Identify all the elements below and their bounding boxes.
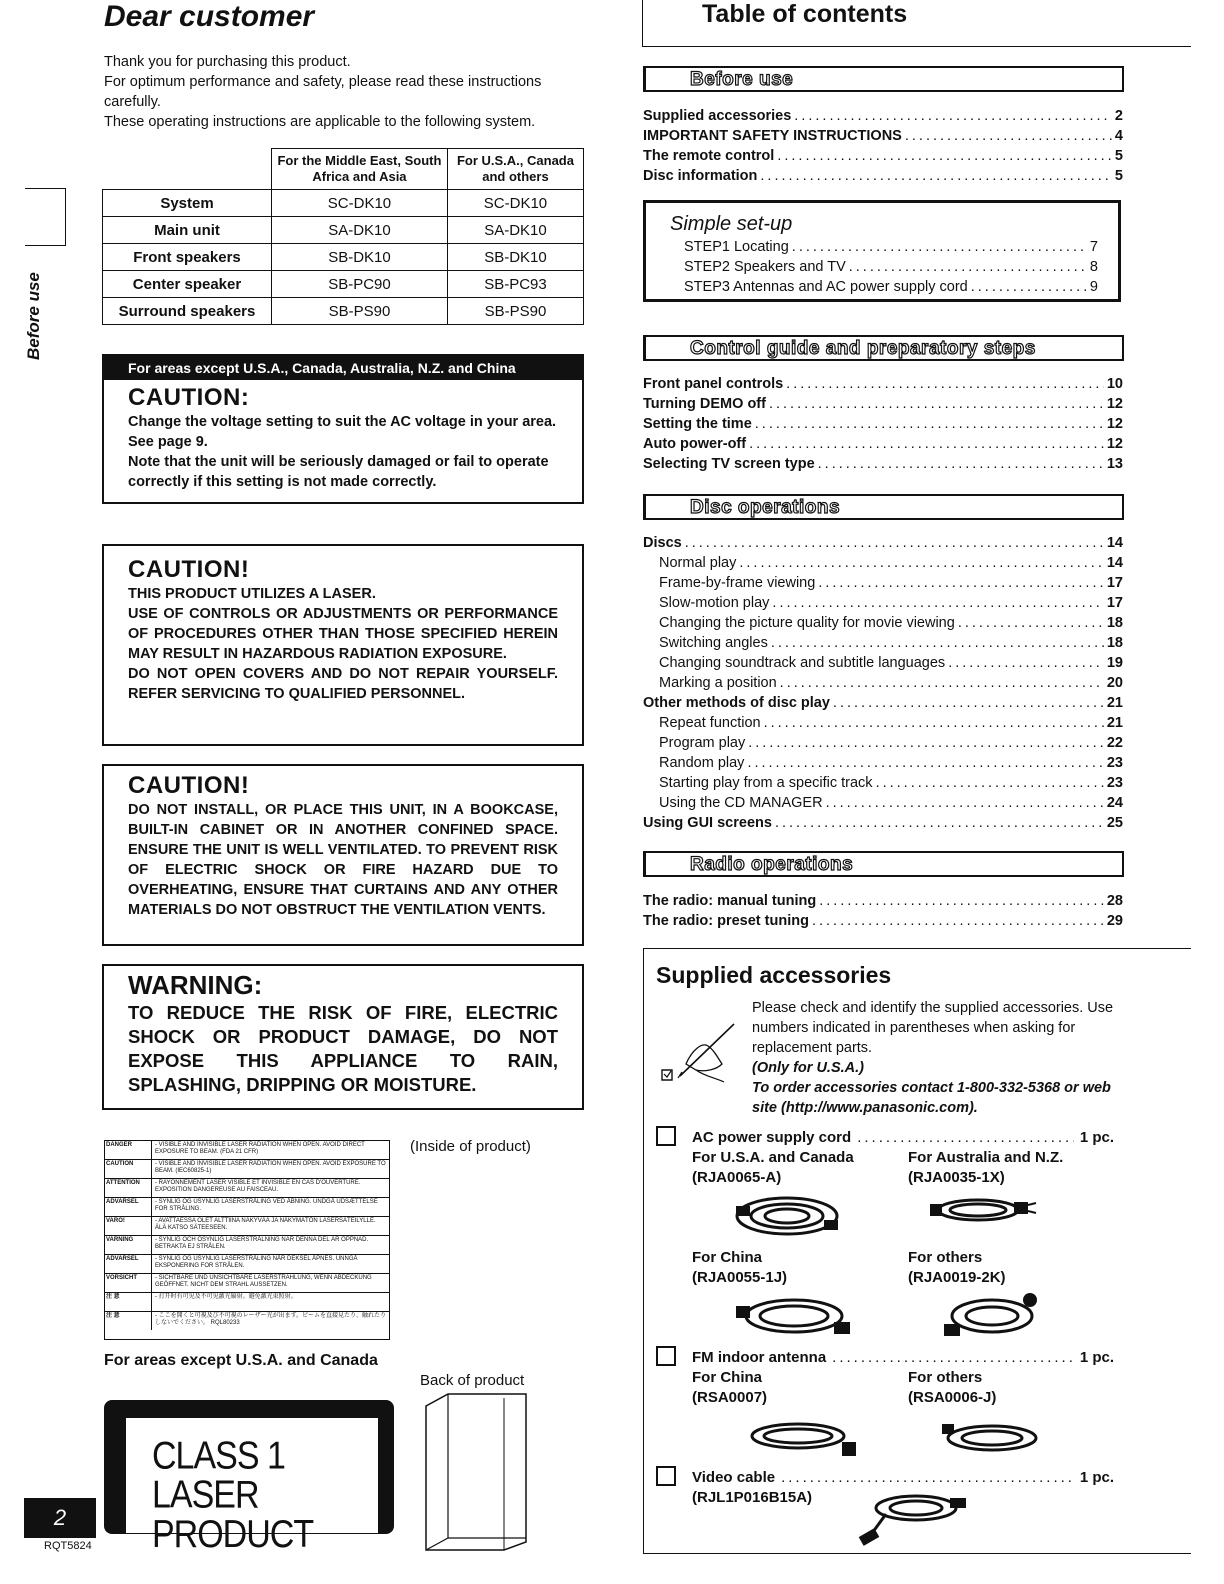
toc-entry-label: Using the CD MANAGER bbox=[659, 795, 823, 811]
document-code: RQT5824 bbox=[44, 1540, 92, 1552]
toc-entry-page: 18 bbox=[1106, 635, 1123, 651]
toc-entry[interactable] bbox=[643, 166, 1123, 186]
label-key: DANGER bbox=[105, 1141, 152, 1159]
toc-entry[interactable] bbox=[643, 753, 1123, 773]
toc-entry-label: Switching angles bbox=[659, 635, 768, 651]
table-header-row bbox=[103, 149, 584, 190]
class1-line: CLASS 1 bbox=[152, 1434, 285, 1478]
label-text: - SICHTBARE UND UNSICHTBARE LASERSTRAHLUNG, WENN ABDECKUNG GEÖFFNET. NICHT DEM STRAHL AUSSETZEN. bbox=[155, 1275, 372, 1288]
table-row bbox=[103, 244, 584, 271]
toc-entry-label: Supplied accessories bbox=[643, 108, 792, 124]
toc-entry-label: Changing the picture quality for movie viewing bbox=[659, 615, 955, 631]
ac-cord-others-image bbox=[940, 1290, 1044, 1342]
accessory-qty: 1 pc. bbox=[1079, 1349, 1114, 1366]
section-title: Control guide and preparatory steps bbox=[690, 338, 1036, 359]
toc-entry-label: IMPORTANT SAFETY INSTRUCTIONS bbox=[643, 128, 902, 144]
cell: SB-PS90 bbox=[447, 298, 583, 325]
label-key: 注 意 bbox=[105, 1312, 152, 1330]
toc-entry[interactable] bbox=[643, 693, 1123, 713]
accessory-name: FM indoor antenna bbox=[692, 1349, 827, 1366]
toc-list-radio-operations bbox=[643, 891, 1123, 931]
toc-list-control-guide bbox=[643, 374, 1123, 474]
cell: SB-DK10 bbox=[272, 244, 448, 271]
label-key: ADVARSEL bbox=[105, 1198, 152, 1216]
toc-entry-label: Discs bbox=[643, 535, 682, 551]
toc-entry-label: STEP1 Locating bbox=[684, 239, 789, 255]
label-key: 注 意 bbox=[105, 1293, 152, 1311]
toc-entry-label: Starting play from a specific track bbox=[659, 775, 873, 791]
toc-entry-label: Repeat function bbox=[659, 715, 761, 731]
toc-entry-page: 14 bbox=[1106, 535, 1123, 551]
toc-entry-page: 24 bbox=[1106, 795, 1123, 811]
variant-region: For others bbox=[908, 1369, 983, 1386]
class1-line: LASER PRODUCT bbox=[152, 1473, 314, 1556]
toc-entry-label: Frame-by-frame viewing bbox=[659, 575, 816, 591]
page-number: 2 bbox=[24, 1498, 96, 1538]
cell: SA-DK10 bbox=[447, 217, 583, 244]
video-cable-image bbox=[856, 1484, 968, 1546]
accessories-intro-text: Please check and identify the supplied accessories. Use numbers indicated in parentheses when asking for replacement parts. bbox=[752, 1000, 1114, 1056]
label-key: VARNING bbox=[105, 1236, 152, 1254]
toc-list-before-use bbox=[643, 106, 1123, 186]
toc-entry[interactable] bbox=[643, 414, 1123, 434]
table-row bbox=[103, 217, 584, 244]
toc-entry[interactable] bbox=[684, 277, 1098, 297]
toc-entry-page: 25 bbox=[1106, 815, 1123, 831]
toc-entry-label: Changing soundtrack and subtitle languages bbox=[659, 655, 946, 671]
label-text: - SYNLIG OG USYNLIG LASERSTRÅLING NÅR DEKSEL ÅPNES. UNNGÅ EKSPONERING FOR STRÅLEN. bbox=[155, 1256, 358, 1269]
table-row bbox=[103, 190, 584, 217]
toc-entry-label: Setting the time bbox=[643, 416, 752, 432]
toc-entry-page: 18 bbox=[1106, 615, 1123, 631]
warning-text: TO REDUCE THE RISK OF FIRE, ELECTRIC SHOCK OR PRODUCT DAMAGE, DO NOT EXPOSE THIS APPLIANCE TO RAIN, SPLASHING, DRIPPING OR MOISTURE. bbox=[128, 1002, 558, 1095]
back-of-product-caption: Back of product bbox=[420, 1372, 525, 1389]
toc-entry-page: 5 bbox=[1114, 148, 1123, 164]
label-text: - 打开时有可见及不可见激光辐射。避免激光束照射。 bbox=[155, 1294, 297, 1300]
toc-entry-label: Disc information bbox=[643, 168, 758, 184]
page-title: Dear customer bbox=[104, 0, 315, 33]
intro-line: Thank you for purchasing this product. bbox=[104, 54, 351, 70]
toc-entry[interactable] bbox=[643, 394, 1123, 414]
toc-entry-page: 8 bbox=[1089, 259, 1098, 275]
toc-entry-label: STEP2 Speakers and TV bbox=[684, 259, 846, 275]
toc-entry-label: Normal play bbox=[659, 555, 737, 571]
accessories-intro bbox=[752, 998, 1132, 1118]
caution-heading: CAUTION: bbox=[128, 384, 250, 411]
variant-region: For Australia and N.Z. bbox=[908, 1149, 1064, 1166]
variant-part: (RJA0065-A) bbox=[692, 1169, 782, 1186]
toc-entry[interactable] bbox=[643, 573, 1123, 593]
toc-entry-page: 20 bbox=[1106, 675, 1123, 691]
accessory-name: Video cable bbox=[692, 1469, 776, 1486]
toc-title: Table of contents bbox=[702, 0, 908, 28]
toc-entry-page: 12 bbox=[1106, 416, 1123, 432]
toc-entry-page: 23 bbox=[1106, 775, 1123, 791]
label-key: CAUTION bbox=[105, 1160, 152, 1178]
toc-entry[interactable] bbox=[643, 533, 1123, 553]
accessories-title: Supplied accessories bbox=[656, 962, 892, 988]
toc-entry-label: Using GUI screens bbox=[643, 815, 772, 831]
toc-entry[interactable] bbox=[643, 434, 1123, 454]
cell: SC-DK10 bbox=[272, 190, 448, 217]
toc-entry-page: 21 bbox=[1106, 715, 1123, 731]
caution-text: USE OF CONTROLS OR ADJUSTMENTS OR PERFORMANCE OF PROCEDURES OTHER THAN THOSE SPECIFIED HEREIN MAY RESULT IN HAZARDOUS RADIATION EXPOSURE. bbox=[128, 606, 558, 662]
accessory-checkbox[interactable] bbox=[656, 1466, 676, 1486]
ac-cord-usa-image bbox=[732, 1190, 842, 1244]
toc-entry-page: 5 bbox=[1114, 168, 1123, 184]
label-text: - SYNLIG OG USYNLIG LASERSTRÅLING VED ÅBNING. UNDGÅ UDSÆTTELSE FOR STRÅLING. bbox=[155, 1199, 378, 1212]
toc-section-disc-operations bbox=[643, 494, 1124, 520]
toc-entry[interactable] bbox=[643, 126, 1123, 146]
class1-caption: For areas except U.S.A. and Canada bbox=[104, 1352, 378, 1369]
cell: SB-PC93 bbox=[447, 271, 583, 298]
toc-entry-label: Selecting TV screen type bbox=[643, 456, 815, 472]
toc-entry-page: 17 bbox=[1106, 595, 1123, 611]
toc-entry[interactable] bbox=[643, 653, 1123, 673]
toc-entry[interactable] bbox=[643, 773, 1123, 793]
accessory-name: AC power supply cord bbox=[692, 1129, 852, 1146]
toc-entry[interactable] bbox=[643, 673, 1123, 693]
toc-entry-label: Auto power-off bbox=[643, 436, 747, 452]
toc-entry-page: 21 bbox=[1106, 695, 1123, 711]
product-back-illustration bbox=[420, 1392, 532, 1552]
toc-entry-label: Marking a position bbox=[659, 675, 777, 691]
label-text: - VISIBLE AND INVISIBLE LASER RADIATION WHEN OPEN. AVOID DIRECT EXPOSURE TO BEAM. (FDA 21 CFR) bbox=[155, 1142, 365, 1155]
toc-entry[interactable] bbox=[643, 613, 1123, 633]
column-header: For U.S.A., Canada and others bbox=[447, 149, 583, 190]
row-label: Main unit bbox=[103, 217, 272, 244]
toc-entry-page: 28 bbox=[1106, 893, 1123, 909]
toc-entry-label: The radio: manual tuning bbox=[643, 893, 817, 909]
toc-entry[interactable] bbox=[643, 911, 1123, 931]
table-row bbox=[103, 271, 584, 298]
toc-entry[interactable] bbox=[643, 454, 1123, 474]
variant-region: For others bbox=[908, 1249, 983, 1266]
simple-setup-title: Simple set-up bbox=[670, 213, 793, 235]
toc-entry-label: STEP3 Antennas and AC power supply cord bbox=[684, 279, 968, 295]
toc-entry-label: The remote control bbox=[643, 148, 775, 164]
toc-list-disc-operations bbox=[643, 533, 1123, 833]
section-title: Before use bbox=[690, 69, 794, 90]
toc-entry-page: 4 bbox=[1114, 128, 1123, 144]
label-key: VARO! bbox=[105, 1217, 152, 1235]
caution-text: Note that the unit will be seriously damaged or fail to operate correctly if this setting is not made correctly. bbox=[128, 454, 549, 490]
toc-entry[interactable] bbox=[643, 553, 1123, 573]
ac-cord-australia-image bbox=[928, 1192, 1038, 1232]
toc-section-radio-operations bbox=[643, 851, 1124, 877]
row-label: Surround speakers bbox=[103, 298, 272, 325]
toc-entry-page: 13 bbox=[1106, 456, 1123, 472]
class1-laser-label bbox=[104, 1400, 394, 1556]
toc-section-before-use bbox=[643, 66, 1124, 92]
cell: SA-DK10 bbox=[272, 217, 448, 244]
variant-region: For China bbox=[692, 1369, 762, 1386]
toc-entry-label: Slow-motion play bbox=[659, 595, 770, 611]
label-text: - SYNLIG OCH OSYNLIG LASERSTRÅLNING NÄR DENNA DEL ÄR ÖPPNAD. BETRAKTA EJ STRÅLEN. bbox=[155, 1237, 369, 1250]
variant-part: (RJA0035-1X) bbox=[908, 1169, 1005, 1186]
label-caption: (Inside of product) bbox=[410, 1138, 531, 1155]
toc-entry-page: 10 bbox=[1106, 376, 1123, 392]
toc-entry-page: 2 bbox=[1114, 108, 1123, 124]
toc-entry-label: The radio: preset tuning bbox=[643, 913, 809, 929]
row-label: Front speakers bbox=[103, 244, 272, 271]
laser-warning-label bbox=[104, 1140, 390, 1340]
variant-part: (RSA0007) bbox=[692, 1389, 768, 1406]
cell: SC-DK10 bbox=[447, 190, 583, 217]
caution-install-box bbox=[102, 764, 584, 946]
toc-entry[interactable] bbox=[643, 891, 1123, 911]
toc-entry[interactable] bbox=[684, 237, 1098, 257]
accessory-checkbox[interactable] bbox=[656, 1126, 676, 1146]
caution-text: Change the voltage setting to suit the AC voltage in your area. See page 9. bbox=[128, 414, 557, 450]
toc-entry-label: Front panel controls bbox=[643, 376, 784, 392]
toc-entry-label: Random play bbox=[659, 755, 745, 771]
accessory-item bbox=[692, 1128, 1114, 1148]
toc-entry[interactable] bbox=[643, 593, 1123, 613]
accessories-only-usa: (Only for U.S.A.) bbox=[752, 1060, 864, 1076]
toc-entry-label: Turning DEMO off bbox=[643, 396, 766, 412]
warning-box bbox=[102, 964, 584, 1110]
caution-voltage-box bbox=[102, 354, 584, 504]
toc-entry-page: 19 bbox=[1106, 655, 1123, 671]
variant-part: (RJA0055-1J) bbox=[692, 1269, 788, 1286]
caution-heading: CAUTION! bbox=[128, 772, 250, 799]
toc-entry-page: 29 bbox=[1106, 913, 1123, 929]
intro-line: These operating instructions are applicable to the following system. bbox=[104, 114, 536, 130]
toc-entry[interactable] bbox=[643, 713, 1123, 733]
region-bar: For areas except U.S.A., Canada, Australia, N.Z. and China bbox=[104, 356, 582, 380]
caution-text: THIS PRODUCT UTILIZES A LASER. bbox=[128, 586, 376, 602]
toc-entry-page: 7 bbox=[1089, 239, 1098, 255]
system-table bbox=[102, 148, 584, 325]
toc-entry[interactable] bbox=[643, 733, 1123, 753]
variant-region: For China bbox=[692, 1249, 762, 1266]
label-text: - AVATTAESSA OLET ALTTIINA NÄKYVÄÄ JA NÄKYMÄTÖN LASERSÄTEILYLLE. ÄLÄ KATSO SÄTEESEEN. bbox=[155, 1218, 376, 1231]
toc-entry-label: Other methods of disc play bbox=[643, 695, 830, 711]
row-label: System bbox=[103, 190, 272, 217]
accessories-order-info: To order accessories contact 1-800-332-5368 or web site (http://www.panasonic.com). bbox=[752, 1080, 1111, 1116]
table-corner bbox=[103, 149, 272, 190]
fm-antenna-china-image bbox=[742, 1414, 862, 1462]
toc-entry-label: Program play bbox=[659, 735, 746, 751]
caution-text: DO NOT OPEN COVERS AND DO NOT REPAIR YOURSELF. REFER SERVICING TO QUALIFIED PERSONNEL. bbox=[128, 666, 558, 702]
warning-heading: WARNING: bbox=[128, 970, 263, 1000]
side-section-label: Before use bbox=[24, 272, 43, 360]
caution-text: DO NOT INSTALL, OR PLACE THIS UNIT, IN A BOOKCASE, BUILT-IN CABINET OR IN ANOTHER CONFINED SPACE. ENSURE THE UNIT IS WELL VENTILATED. TO PREVENT RISK OF ELECTRIC SHOCK OR FIRE HAZARD DUE TO OVERHEATING, ENSURE THAT CURTAINS AND ANY OTHER MATERIALS DO NOT OBSTRUCT THE VENTILATION VENTS. bbox=[128, 802, 558, 918]
intro-text bbox=[104, 52, 584, 132]
caution-laser-box bbox=[102, 544, 584, 746]
toc-entry[interactable] bbox=[643, 146, 1123, 166]
variant-region: For U.S.A. and Canada bbox=[692, 1149, 854, 1166]
simple-setup-box bbox=[643, 200, 1121, 302]
accessory-checkbox[interactable] bbox=[656, 1346, 676, 1366]
toc-entry[interactable] bbox=[643, 374, 1123, 394]
row-label: Center speaker bbox=[103, 271, 272, 298]
cell: SB-PC90 bbox=[272, 271, 448, 298]
accessory-qty: 1 pc. bbox=[1079, 1469, 1114, 1486]
accessory-part: (RJL1P016B15A) bbox=[692, 1489, 813, 1506]
label-key: ADVARSEL bbox=[105, 1255, 152, 1273]
table-row bbox=[103, 298, 584, 325]
section-title: Radio operations bbox=[690, 854, 854, 875]
ac-cord-china-image bbox=[734, 1290, 854, 1346]
label-key: ATTENTION bbox=[105, 1179, 152, 1197]
toc-entry[interactable] bbox=[643, 633, 1123, 653]
accessory-qty: 1 pc. bbox=[1079, 1129, 1114, 1146]
pen-hand-icon bbox=[652, 1020, 742, 1092]
toc-entry-page: 22 bbox=[1106, 735, 1123, 751]
toc-entry-page: 14 bbox=[1106, 555, 1123, 571]
fm-antenna-others-image bbox=[940, 1416, 1050, 1460]
toc-entry-page: 23 bbox=[1106, 755, 1123, 771]
toc-entry[interactable] bbox=[643, 793, 1123, 813]
variant-part: (RJA0019-2K) bbox=[908, 1269, 1006, 1286]
variant-part: (RSA0006-J) bbox=[908, 1389, 997, 1406]
toc-entry[interactable] bbox=[643, 106, 1123, 126]
label-text: - RAYONNEMENT LASER VISIBLE ET INVISIBLE EN CAS D'OUVERTURE. EXPOSITION DANGEREUSE AU FAISCEAU. bbox=[155, 1180, 361, 1193]
toc-entry[interactable] bbox=[684, 257, 1098, 277]
intro-line: For optimum performance and safety, please read these instructions carefully. bbox=[104, 74, 542, 110]
toc-entry-page: 12 bbox=[1106, 436, 1123, 452]
label-text: - VISIBLE AND INVISIBLE LASER RADIATION WHEN OPEN. AVOID EXPOSURE TO BEAM. (IEC60825-1) bbox=[155, 1161, 386, 1174]
accessory-item bbox=[692, 1348, 1114, 1368]
label-key: VORSICHT bbox=[105, 1274, 152, 1292]
toc-section-control-guide bbox=[643, 335, 1124, 361]
toc-entry-page: 12 bbox=[1106, 396, 1123, 412]
toc-entry-page: 9 bbox=[1089, 279, 1098, 295]
caution-heading: CAUTION! bbox=[128, 556, 250, 583]
column-header: For the Middle East, South Africa and Asia bbox=[272, 149, 448, 190]
side-tab-marker bbox=[25, 188, 66, 246]
cell: SB-DK10 bbox=[447, 244, 583, 271]
toc-entry-page: 17 bbox=[1106, 575, 1123, 591]
label-text: - ここを開くと可視及び不可視のレーザー光が出ます。ビームを直接見たり、触れたりしないでください。 RQL80233 bbox=[155, 1313, 386, 1326]
toc-entry[interactable] bbox=[643, 813, 1123, 833]
section-title: Disc operations bbox=[690, 497, 841, 518]
cell: SB-PS90 bbox=[272, 298, 448, 325]
